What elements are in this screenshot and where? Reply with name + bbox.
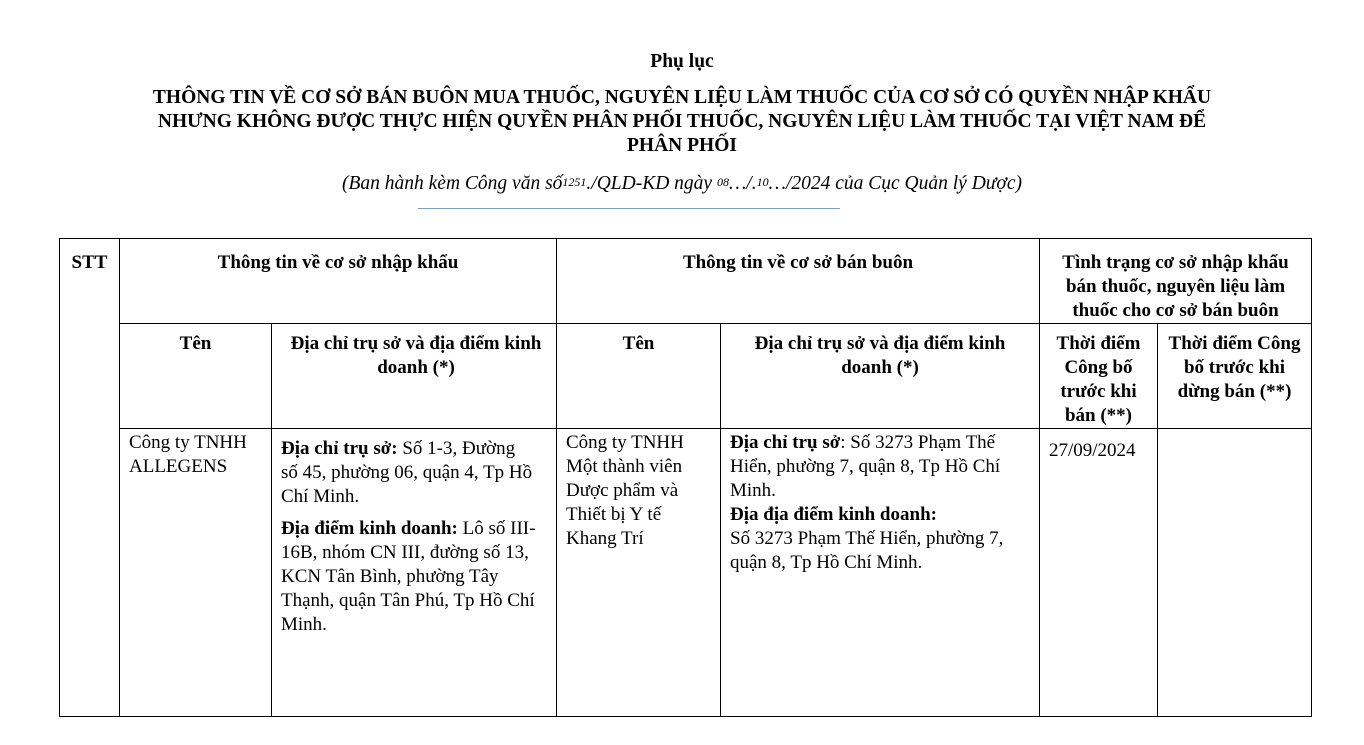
doc-number: 1251 [562,175,587,189]
importer-hq-address [281,437,536,509]
wholesaler-address-value-cell [721,429,1040,717]
announce-before-stop-header: Thời điểm Công bố trước khi dừng bán (**) [1168,333,1301,402]
importer-hq-label: Địa chỉ trụ sở: [281,438,398,459]
importer-name-cell [120,324,272,429]
announce-before-sale-value: 27/09/2024 [1049,440,1136,461]
wholesaler-group-header: Thông tin về cơ sở bán buôn [682,252,914,273]
importer-name-header: Tên [179,333,212,354]
wholesaler-name-value-cell [557,429,721,717]
issuance-note-mid1: ./QLD-KD ngày [586,173,717,194]
stt-column [60,239,120,717]
importer-biz-label: Địa điểm kinh doanh: [281,518,458,539]
wholesaler-group-cell [557,239,1040,324]
importer-address-header: Địa chỉ trụ sở và địa điểm kinh doanh (*) [290,333,542,378]
wholesaler-name-header: Tên [622,333,655,354]
announce-before-sale-value-cell [1040,429,1158,717]
wholesaler-business-address [730,503,1025,575]
announce-before-stop-value-cell [1158,429,1312,717]
header-row-2 [60,324,1312,429]
wholesaler-hq-label: Địa chỉ trụ sở [730,432,841,453]
importer-group-cell [120,239,557,324]
importer-address-cell [272,324,557,429]
stt-header: STT [71,252,108,273]
wholesaler-hq-address [730,431,1025,503]
header-row-1 [60,239,1312,324]
issue-month: 10 [756,175,769,189]
importer-address-value-cell [272,429,557,717]
importer-name-value: Công ty TNHH ALLEGENS [129,432,247,477]
wholesaler-biz-value: Số 3273 Phạm Thế Hiển, phường 7, quận 8, Tp Hồ Chí Minh. [730,528,1004,573]
issue-day: 08 [716,175,729,189]
importer-biz-value: Lô số III-16B, nhóm CN III, đường số 13, KCN Tân Bình, phường Tây Thạnh, quận Tân Phú, Tp Hồ Chí Minh. [281,518,536,635]
table-row [60,429,1312,717]
wholesaler-name-cell [557,324,721,429]
issuance-note-suffix: …/2024 của Cục Quản lý Dược) [768,173,1022,194]
issuance-note-mid2: …/. [728,173,757,194]
status-group-cell [1040,239,1312,324]
appendix-heading: Phụ lục [650,51,714,72]
wholesaler-biz-label: Địa địa điểm kinh doanh: [730,504,937,525]
document-title-line-2: NHƯNG KHÔNG ĐƯỢC THỰC HIỆN QUYỀN PHÂN PHỐI THUỐC, NGUYÊN LIỆU LÀM THUỐC TẠI VIỆT NAM ĐỂ [157,111,1207,132]
wholesaler-name-value: Công ty TNHH Một thành viên Dược phẩm và Thiết bị Y tế Khang Trí [566,432,684,549]
announce-before-sale-cell [1040,324,1158,429]
issuance-note-prefix: (Ban hành kèm Công văn số [341,173,563,194]
announce-before-sale-header: Thời điểm Công bố trước khi bán (**) [1056,333,1141,426]
title-divider [418,208,840,209]
importer-hq-value: Số 1-3, Đường số 45, phường 06, quận 4, Tp Hồ Chí Minh. [281,438,533,507]
importer-business-address [281,517,536,637]
wholesaler-hq-value: : Số 3273 Phạm Thế Hiển, phường 7, quận 8, Tp Hồ Chí Minh. [730,432,1001,501]
document-title-line-1: THÔNG TIN VỀ CƠ SỞ BÁN BUÔN MUA THUỐC, NGUYÊN LIỆU LÀM THUỐC CỦA CƠ SỞ CÓ QUYỀN NHẬP KHẨU [152,87,1212,108]
importer-name-value-cell [120,429,272,717]
announce-before-stop-cell [1158,324,1312,429]
wholesaler-info-table [59,238,1312,717]
wholesaler-address-header: Địa chỉ trụ sở và địa điểm kinh doanh (*) [754,333,1006,378]
wholesaler-address-cell [721,324,1040,429]
announce-before-stop-value [1158,429,1311,431]
importer-group-header: Thông tin về cơ sở nhập khẩu [217,252,459,273]
document-title-line-3: PHÂN PHỐI [627,135,737,156]
status-group-header: Tình trạng cơ sở nhập khẩu bán thuốc, nguyên liệu làm thuốc cho cơ sở bán buôn [1062,252,1289,321]
issuance-note [0,170,1364,196]
